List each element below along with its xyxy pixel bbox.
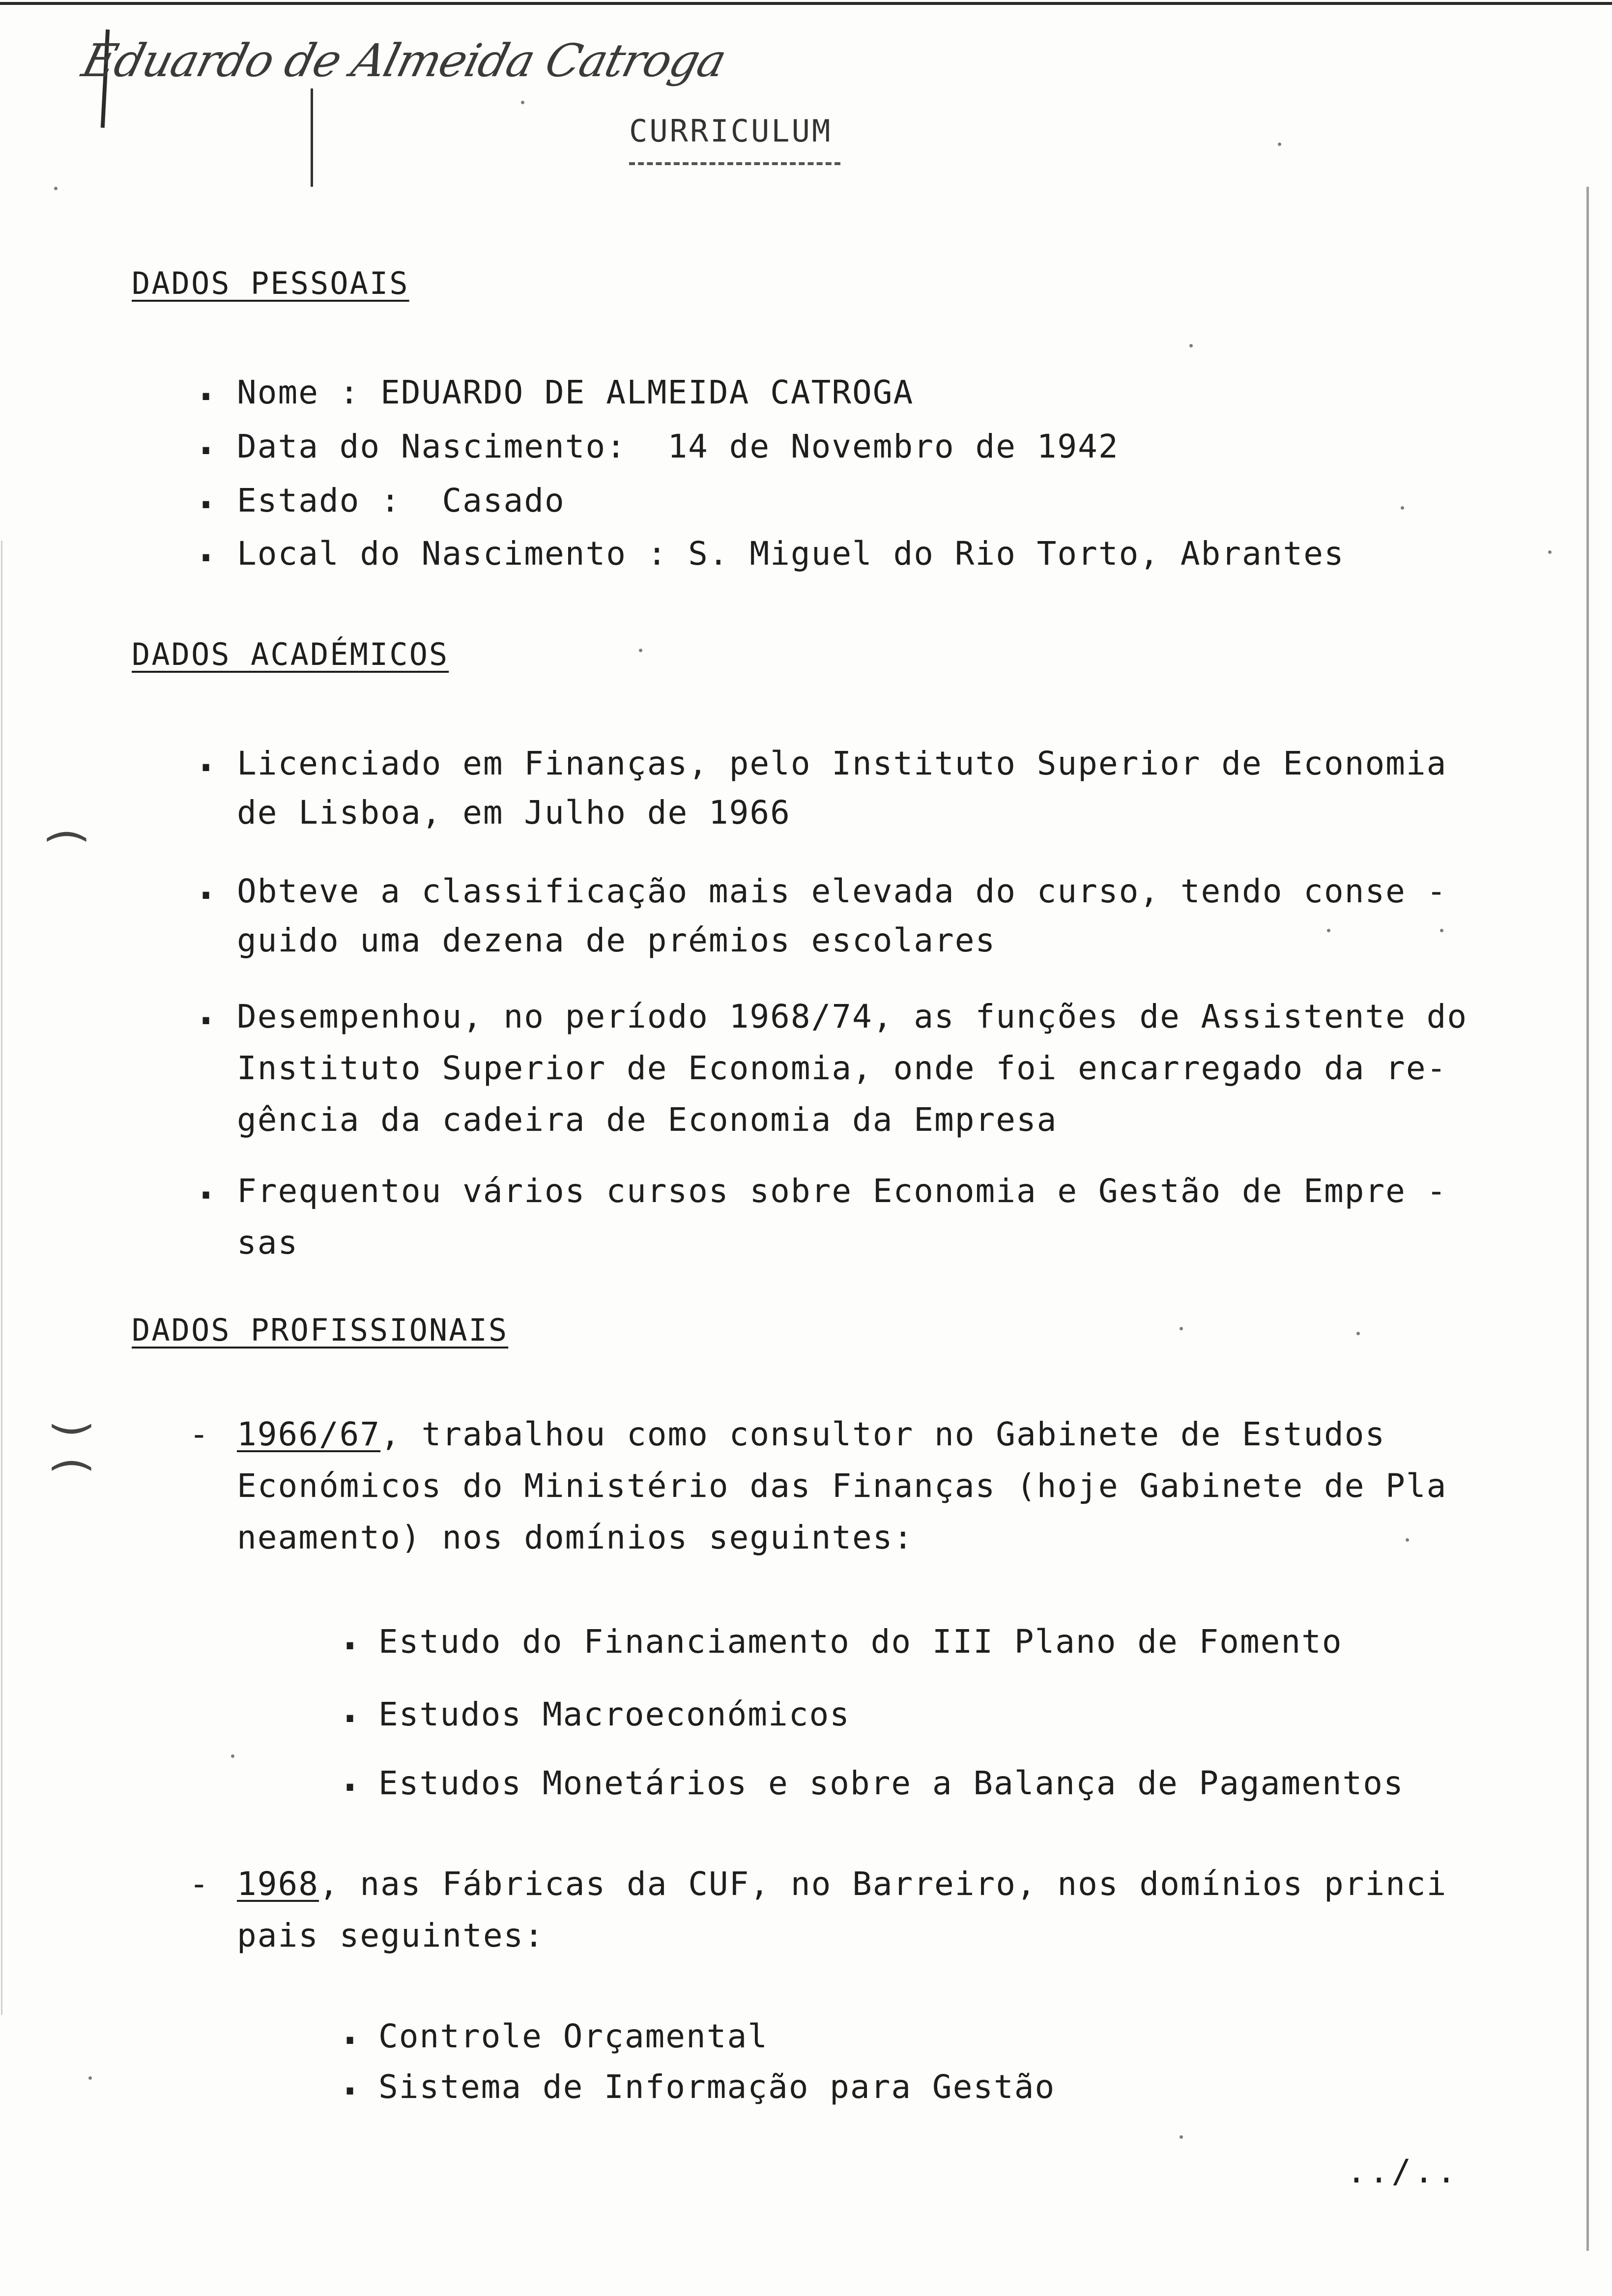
scan-speck xyxy=(639,649,642,652)
bullet: . xyxy=(194,472,218,517)
entry-1968-item-2: Sistema de Informação para Gestão xyxy=(378,2068,1056,2106)
margin-mark: ( xyxy=(42,828,94,846)
scan-speck xyxy=(54,187,58,190)
page-left-edge xyxy=(1,541,2,2015)
scan-speck xyxy=(1180,2135,1183,2139)
scan-speck xyxy=(1278,143,1281,146)
entry-1968-text: , nas Fábricas da CUF, no Barreiro, nos domínios princi xyxy=(318,1865,1447,1903)
bullet: . xyxy=(338,2058,362,2104)
academic-degree-line-1: Licenciado em Finanças, pelo Instituto Superior de Economia xyxy=(237,745,1447,782)
bullet: . xyxy=(194,988,218,1033)
page-right-edge xyxy=(1586,187,1589,2251)
entry-1967-item-1: Estudo do Financiamento do III Plano de Fomento xyxy=(378,1623,1343,1661)
scan-speck xyxy=(521,101,524,104)
signature-text: Eduardo de Almeida Catroga xyxy=(77,34,731,87)
section-heading-academic: DADOS ACADÉMICOS xyxy=(132,636,449,672)
professional-entry-1967-line-3: neamento) nos domínios seguintes: xyxy=(237,1519,914,1556)
scan-speck xyxy=(1189,344,1193,347)
scan-speck xyxy=(1180,1327,1183,1330)
margin-mark: ) xyxy=(47,1420,99,1438)
scan-speck xyxy=(1440,929,1443,932)
document-title: CURRICULUM xyxy=(629,113,833,149)
bullet: . xyxy=(338,2008,362,2053)
bullet: . xyxy=(194,364,218,409)
bullet: . xyxy=(194,418,218,463)
personal-birth-date: Data do Nascimento: 14 de Novembro de 1942 xyxy=(237,428,1119,465)
scan-speck xyxy=(1548,550,1552,554)
bullet: . xyxy=(338,1754,362,1800)
year-1968: 1968 xyxy=(237,1865,319,1903)
bullet: . xyxy=(194,525,218,571)
professional-entry-1968-line-2: pais seguintes: xyxy=(237,1917,545,1954)
professional-entry-1967-line-1 xyxy=(237,1415,1385,1453)
dash-marker: - xyxy=(189,1865,209,1903)
scan-speck xyxy=(231,1754,234,1758)
handwritten-signature xyxy=(49,20,731,123)
scan-speck xyxy=(1406,1538,1409,1542)
entry-1967-text: , trabalhou como consultor no Gabinete de Estudos xyxy=(380,1415,1386,1453)
scan-speck xyxy=(1356,1332,1360,1335)
bullet: . xyxy=(194,1162,218,1208)
title-underline xyxy=(629,162,840,165)
section-heading-personal: DADOS PESSOAIS xyxy=(132,265,409,301)
entry-1967-item-2: Estudos Macroeconómicos xyxy=(378,1695,850,1733)
bullet: . xyxy=(194,735,218,780)
academic-assistant-line-3: gência da cadeira de Economia da Empresa xyxy=(237,1101,1058,1139)
academic-courses-line-2: sas xyxy=(237,1224,299,1262)
margin-mark: ( xyxy=(47,1457,99,1475)
page-top-edge xyxy=(0,2,1612,5)
personal-birthplace: Local do Nascimento : S. Miguel do Rio Torto, Abrantes xyxy=(237,535,1345,573)
academic-classification-line-2: guido uma dezena de prémios escolares xyxy=(237,921,996,959)
bullet: . xyxy=(194,862,218,908)
scan-speck xyxy=(1401,506,1404,510)
pen-stroke xyxy=(311,88,313,187)
personal-marital-status: Estado : Casado xyxy=(237,482,565,519)
dash-marker: - xyxy=(189,1415,209,1453)
academic-courses-line-1: Frequentou vários cursos sobre Economia e Gestão de Empre - xyxy=(237,1172,1447,1210)
scan-speck xyxy=(1327,929,1330,932)
entry-1967-item-3: Estudos Monetários e sobre a Balança de Pagamentos xyxy=(378,1764,1404,1802)
scan-speck xyxy=(88,2076,92,2080)
academic-assistant-line-2: Instituto Superior de Economia, onde foi encarregado da re- xyxy=(237,1049,1447,1087)
section-heading-professional: DADOS PROFISSIONAIS xyxy=(132,1312,509,1348)
academic-classification-line-1: Obteve a classificação mais elevada do curso, tendo conse - xyxy=(237,872,1447,910)
academic-degree-line-2: de Lisboa, em Julho de 1966 xyxy=(237,794,791,832)
bullet: . xyxy=(338,1613,362,1659)
year-1966-67: 1966/67 xyxy=(237,1415,381,1453)
bullet: . xyxy=(338,1686,362,1731)
entry-1968-item-1: Controle Orçamental xyxy=(378,2017,768,2055)
personal-name: Nome : EDUARDO DE ALMEIDA CATROGA xyxy=(237,373,914,411)
academic-assistant-line-1: Desempenhou, no período 1968/74, as funções de Assistente do xyxy=(237,998,1468,1035)
professional-entry-1967-line-2: Económicos do Ministério das Finanças (hoje Gabinete de Pla xyxy=(237,1467,1447,1505)
continuation-mark: ../.. xyxy=(1347,2152,1459,2190)
professional-entry-1968-line-1 xyxy=(237,1865,1447,1903)
